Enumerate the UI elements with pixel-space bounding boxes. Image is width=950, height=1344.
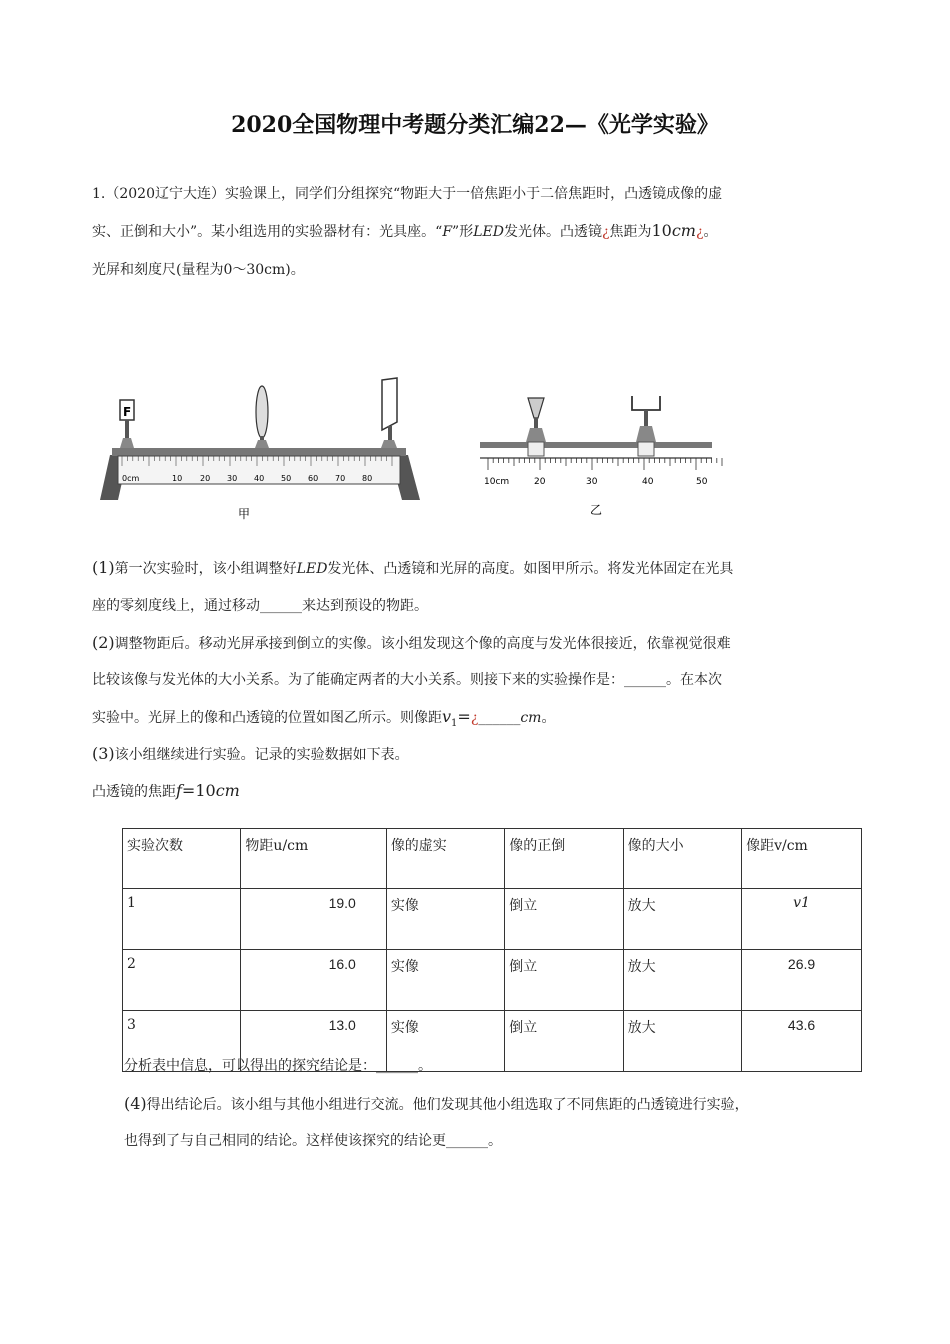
part2-unit: cm [520, 710, 542, 726]
bench-rail [112, 448, 406, 456]
yi-tick-label-10: 10cm [484, 477, 510, 487]
part4-line-1 [124, 1094, 749, 1115]
jia-tick-label-70: 70 [335, 474, 346, 483]
yi-lens-base [528, 442, 544, 456]
intro-glitch-2: ¿ [695, 224, 704, 240]
intro-line-1: 1.（2020辽宁大连）实验课上，同学们分组探究“物距大于一倍焦距小于二倍焦距时，凸透镜成像的虚 [92, 186, 723, 202]
jia-tick-label-60: 60 [308, 474, 319, 483]
focal-label: 凸透镜的焦距 [92, 784, 176, 800]
focal-f: f [176, 781, 182, 800]
part1-text-b: 发光体、凸透镜和光屏的高度。如图甲所示。将发光体固定在光具 [327, 561, 734, 577]
table-cell: 13.0 [241, 1011, 386, 1072]
analysis-line: 分析表中信息，可以得出的探究结论是：______。 [124, 1058, 432, 1074]
figure-yi-label: 乙 [590, 503, 603, 517]
part3-text-1: 该小组继续进行实验。记录的实验数据如下表。 [114, 747, 409, 763]
jia-tick-label-80: 80 [362, 474, 373, 483]
part2-eq: = [457, 707, 471, 726]
part2-end: 。 [541, 710, 556, 726]
intro-line-2 [92, 221, 718, 242]
part2-text-3a: 实验中。光屏上的像和凸透镜的位置如图乙所示。则像距 [92, 710, 442, 726]
part1-line-1 [92, 558, 733, 579]
table-header-cell: 像的大小 [623, 829, 741, 889]
table-cell: 实像 [386, 1011, 504, 1072]
intro-text-b: ”形 [452, 224, 474, 240]
part4-number: (4) [124, 1094, 147, 1113]
part2-blank: ______ [478, 710, 521, 726]
part1-text-a: 第一次实验时，该小组调整好 [114, 561, 297, 577]
focal-value: =10 [181, 781, 216, 800]
yi-tick-label-20: 20 [534, 477, 546, 487]
yi-lens-post [534, 418, 538, 428]
table-row [123, 889, 862, 950]
intro-text-d: 焦距为 [609, 224, 652, 240]
table-header-cell: 像距v/cm [742, 829, 862, 889]
yi-screen-holder [636, 426, 656, 442]
yi-tick-label-50: 50 [696, 477, 708, 487]
part1-number: (1) [92, 558, 115, 577]
yi-scale-ticks [488, 458, 722, 470]
table-header-row [123, 829, 862, 889]
part2-v: v [442, 707, 452, 726]
part2-line-2: 比较该像与发光体的大小关系。为了能确定两者的大小关系。则接下来的实验操作是：______。在本次 [92, 672, 722, 688]
intro-F: F [442, 224, 453, 240]
part2-v-sub: 1 [451, 717, 458, 729]
yi-screen-post [644, 410, 648, 426]
jia-tick-label-20: 20 [200, 474, 211, 483]
part2-text-1: 调整物距后。移动光屏承接到倒立的实像。该小组发现这个像的高度与发光体很接近，依靠视觉很难 [114, 636, 731, 652]
part3-number: (3) [92, 744, 115, 763]
part4-line-2: 也得到了与自己相同的结论。这样使该探究的结论更______。 [124, 1133, 502, 1149]
table-cell: 16.0 [241, 950, 386, 1011]
table-cell: 3 [123, 1011, 241, 1072]
table-cell: 26.9 [742, 950, 862, 1011]
jia-tick-label-0: 0cm [122, 474, 140, 483]
intro-focal-unit: cm [671, 221, 696, 240]
intro-LED: LED [473, 224, 504, 240]
table-cell: v1 [742, 889, 862, 950]
table-header-cell: 像的虚实 [386, 829, 504, 889]
table-header-cell: 实验次数 [123, 829, 241, 889]
intro-glitch: ¿ [601, 224, 610, 240]
jia-tick-label-30: 30 [227, 474, 238, 483]
page-title: 2020全国物理中考题分类汇编22—《光学实验》 [231, 112, 719, 138]
part2-glitch: ¿ [470, 710, 479, 726]
intro-text-end: 。 [703, 224, 718, 240]
led-post [125, 420, 129, 440]
table-header-cell: 物距u/cm [241, 829, 386, 889]
screen-holder [381, 440, 397, 448]
table-cell: 倒立 [505, 950, 623, 1011]
yi-screen [632, 396, 660, 410]
table-cell: 1 [123, 889, 241, 950]
yi-tick-label-40: 40 [642, 477, 654, 487]
table-cell: 放大 [623, 1011, 741, 1072]
part4-text-1: 得出结论后。该小组与其他小组进行交流。他们发现其他小组选取了不同焦距的凸透镜进行实验， [146, 1097, 749, 1113]
table-cell: 倒立 [505, 1011, 623, 1072]
part2-number: (2) [92, 633, 115, 652]
figure-jia [100, 378, 420, 521]
table-cell: 43.6 [742, 1011, 862, 1072]
part1-line-2: 座的零刻度线上，通过移动______来达到预设的物距。 [92, 598, 428, 614]
yi-lens-holder [526, 428, 546, 442]
lens-holder [255, 440, 269, 448]
table-cell: 实像 [386, 889, 504, 950]
yi-lens [528, 398, 544, 418]
part2-line-3 [92, 707, 555, 734]
data-table [122, 828, 862, 1072]
figure-jia-label: 甲 [238, 507, 251, 521]
screen-post [388, 426, 392, 440]
led-holder [120, 438, 134, 448]
table-cell: 19.0 [241, 889, 386, 950]
table-cell: 放大 [623, 950, 741, 1011]
light-screen [382, 378, 397, 430]
convex-lens [256, 386, 268, 438]
intro-text-c: 发光体。凸透镜 [503, 224, 602, 240]
focal-length-line [92, 781, 240, 802]
table-row [123, 950, 862, 1011]
jia-tick-label-40: 40 [254, 474, 265, 483]
table-header-cell: 像的正倒 [505, 829, 623, 889]
focal-unit: cm [215, 781, 240, 800]
intro-focal-value: 10 [651, 221, 672, 240]
part3-line-1 [92, 744, 409, 765]
intro-line-3: 光屏和刻度尺(量程为0～30cm)。 [92, 262, 305, 278]
intro-text-a: 实、正倒和大小”。某小组选用的实验器材有：光具座。“ [92, 224, 443, 240]
jia-tick-label-10: 10 [172, 474, 183, 483]
part2-line-1 [92, 633, 731, 654]
part1-LED: LED [296, 561, 328, 577]
figure-yi [480, 396, 722, 517]
yi-screen-base [638, 442, 654, 456]
led-f-letter: F [123, 405, 132, 419]
table-cell: 倒立 [505, 889, 623, 950]
yi-tick-label-30: 30 [586, 477, 598, 487]
yi-rail [480, 442, 712, 448]
optical-bench-figures [100, 370, 740, 530]
table-cell: 放大 [623, 889, 741, 950]
table-cell: 2 [123, 950, 241, 1011]
table-cell: 实像 [386, 950, 504, 1011]
jia-tick-label-50: 50 [281, 474, 292, 483]
